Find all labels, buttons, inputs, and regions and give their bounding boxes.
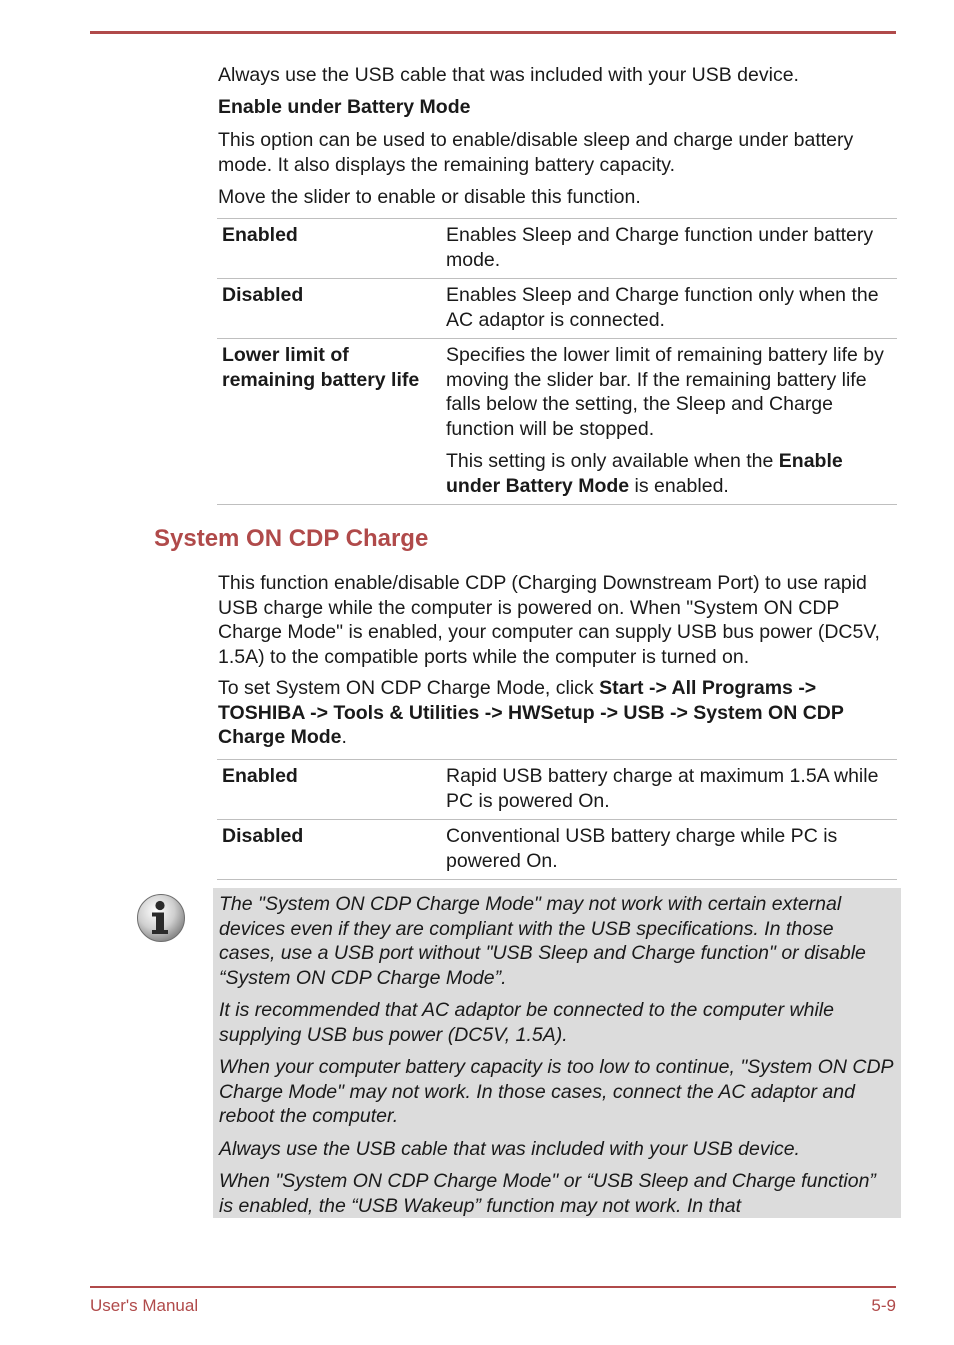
- header-rule: [90, 31, 896, 34]
- intro-line: Always use the USB cable that was included with your USB device.: [218, 64, 799, 86]
- battery-mode-heading: Enable under Battery Mode: [218, 96, 471, 118]
- cdp-path: [218, 676, 898, 750]
- path-pre: To set System ON CDP Charge Mode, click: [218, 677, 600, 699]
- availability-note: [446, 449, 893, 498]
- note-paragraph: When your computer battery capacity is too low to continue, "System ON CDP Charge Mode" may not work. In those cases, connect the AC adaptor and reboot the computer.: [219, 1056, 893, 1127]
- table-row: [217, 820, 897, 880]
- path-post: .: [341, 726, 347, 748]
- desc-text: Specifies the lower limit of remaining battery life by moving the slider bar. If the remaining battery life falls below the setting, the Sleep and Charge function will be stopped.: [446, 344, 884, 440]
- section-title: System ON CDP Charge: [154, 525, 429, 552]
- note-post: is enabled.: [629, 474, 729, 497]
- term-cell: Disabled: [217, 279, 441, 339]
- info-icon: [136, 893, 186, 943]
- note-bold: Enable under Battery Mode: [446, 450, 843, 497]
- desc-cell: Conventional USB battery charge while PC is powered On.: [441, 820, 897, 880]
- cdp-table: [217, 759, 897, 880]
- battery-mode-instruction: Move the slider to enable or disable this function.: [218, 186, 641, 208]
- term-cell: Enabled: [217, 760, 441, 820]
- table-row: [217, 760, 897, 820]
- desc-cell: [441, 339, 897, 505]
- table-row: [217, 279, 897, 339]
- desc-cell: Enables Sleep and Charge function under battery mode.: [441, 219, 897, 279]
- table-row: [217, 339, 897, 505]
- term-cell: Enabled: [217, 219, 441, 279]
- note-paragraph: When "System ON CDP Charge Mode" or “USB Sleep and Charge function” is enabled, the “USB Wakeup” function may not work. In that: [219, 1170, 876, 1217]
- note-pre: This setting is only available when the: [446, 450, 779, 472]
- page-number: 5-9: [871, 1296, 896, 1315]
- battery-mode-desc: This option can be used to enable/disable sleep and charge under battery mode. It also displays the remaining battery capacity.: [218, 129, 854, 176]
- note-paragraph: It is recommended that AC adaptor be connected to the computer while supplying USB bus power (DC5V, 1.5A).: [219, 999, 834, 1046]
- term-cell: Lower limit of remaining battery life: [217, 339, 441, 505]
- note-paragraph: The "System ON CDP Charge Mode" may not work with certain external devices even if they are compliant with the USB specifications. In those cases, use a USB port without "USB Sleep and Charge function" or disable “System ON CDP Charge Mode”.: [219, 893, 866, 989]
- term-cell: Disabled: [217, 820, 441, 880]
- battery-mode-table: [217, 218, 897, 505]
- table-row: [217, 219, 897, 279]
- footer-title: User's Manual: [90, 1296, 199, 1315]
- note-box: [213, 888, 901, 1218]
- path-bold: Start -> All Programs -> TOSHIBA -> Tools & Utilities -> HWSetup -> USB -> System ON CDP Charge Mode: [218, 677, 844, 748]
- note-paragraph: Always use the USB cable that was included with your USB device.: [219, 1137, 800, 1160]
- desc-cell: Rapid USB battery charge at maximum 1.5A while PC is powered On.: [441, 760, 897, 820]
- footer-rule: [90, 1286, 896, 1288]
- desc-cell: Enables Sleep and Charge function only when the AC adaptor is connected.: [441, 279, 897, 339]
- cdp-desc: This function enable/disable CDP (Charging Downstream Port) to use rapid USB charge while the computer is powered on. When "System ON CDP Charge Mode" is enabled, your computer can supply USB bus power (DC5V, 1.5A) to the compatible ports while the computer is turned on.: [218, 572, 880, 668]
